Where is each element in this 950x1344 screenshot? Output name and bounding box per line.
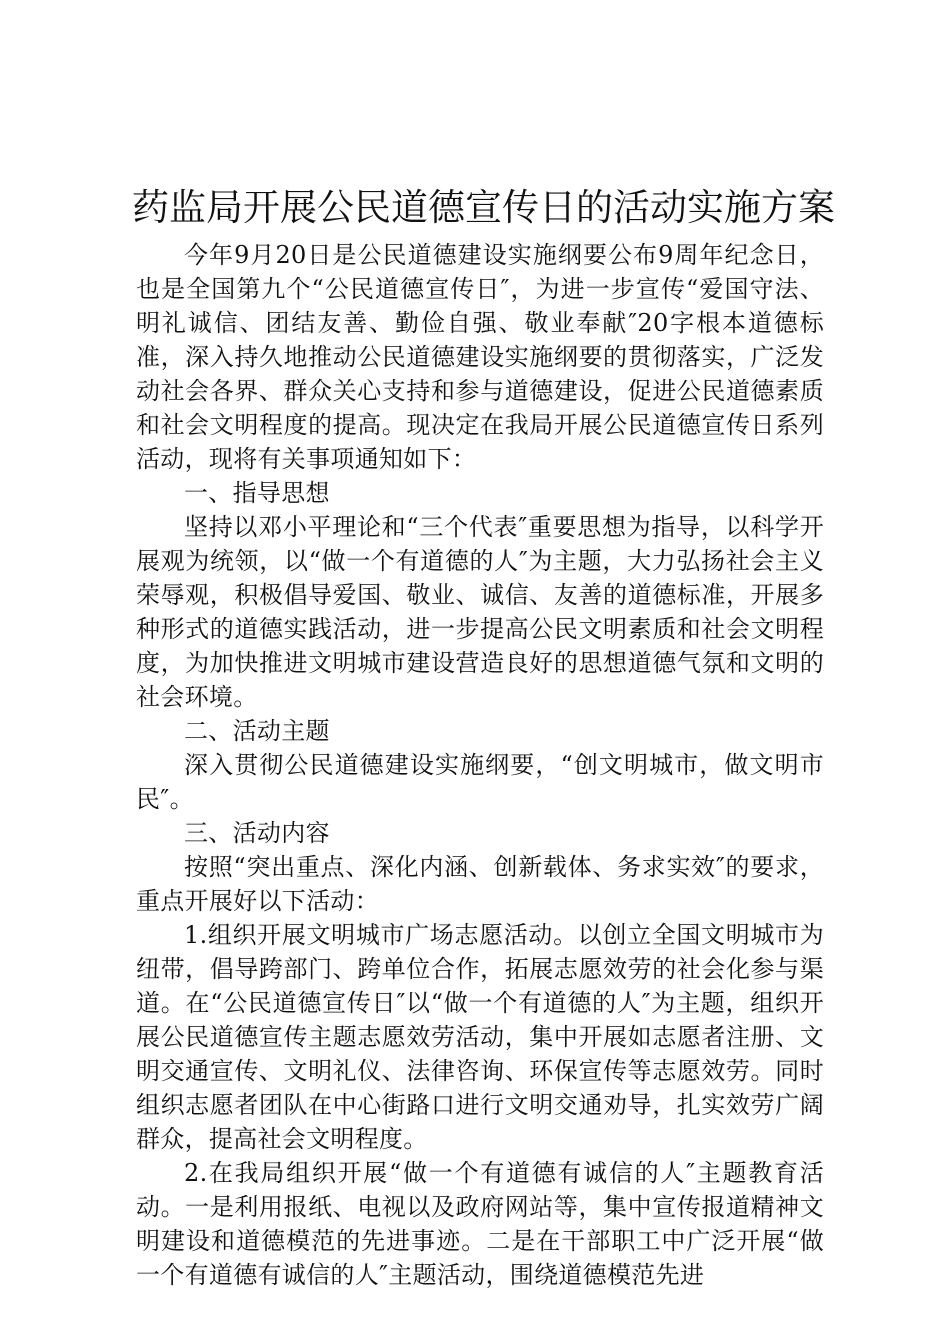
activity-item-2: 2.在我局组织开展“做一个有道德有诚信的人″主题教育活动。一是利用报纸、电视以及政府网站等，集中宣传报道精神文明建设和道德模范的先进事迹。二是在干部职工中广泛开展“做一个有道德有诚信的人″主题活动，围绕道德模范先进 [136,1159,824,1289]
section-heading-guiding-ideology: 一、指导思想 [184,479,330,507]
section-activity-content-text: 按照“突出重点、深化内涵、创新载体、务求实效″的要求，重点开展好以下活动： [136,853,824,915]
document-page [132,178,835,1292]
document-title: 药监局开展公民道德宣传日的活动实施方案 [132,186,835,229]
intro-paragraph: 今年9月20日是公民道德建设实施纲要公布9周年纪念日，也是全国第九个“公民道德宣传日″，为进一步宣传“爱国守法、明礼诚信、团结友善、勤俭自强、敬业奉献″20字根本道德标准，深入持久地推动公民道德建设实施纲要的贯彻落实，广泛发动社会各界、群众关心支持和参与道德建设，促进公民道德素质和社会文明程度的提高。现决定在我局开展公民道德宣传日系列活动，现将有关事项通知如下： [136,241,824,473]
section-guiding-ideology-text: 坚持以邓小平理论和“三个代表″重要思想为指导，以科学开展观为统领，以“做一个有道德的人″为主题，大力弘扬社会主义荣辱观，积极倡导爱国、敬业、诚信、友善的道德标准，开展多种形式的道德实践活动，进一步提高公民文明素质和社会文明程度，为加快推进文明城市建设营造良好的思想道德气氛和文明的社会环境。 [136,513,824,711]
activity-item-1: 1.组织开展文明城市广场志愿活动。以创立全国文明城市为纽带，倡导跨部门、跨单位合作，拓展志愿效劳的社会化参与渠道。在“公民道德宣传日″以“做一个有道德的人″为主题，组织开展公民道德宣传主题志愿效劳活动，集中开展如志愿者注册、文明交通宣传、文明礼仪、法律咨询、环保宣传等志愿效劳。同时组织志愿者团队在中心街路口进行文明交通劝导，扎实效劳广阔群众，提高社会文明程度。 [136,921,824,1153]
section-heading-activity-theme: 二、活动主题 [184,717,330,745]
section-activity-theme-text: 深入贯彻公民道德建设实施纲要，“创文明城市，做文明市民″。 [136,751,824,813]
section-heading-activity-content: 三、活动内容 [184,819,330,847]
